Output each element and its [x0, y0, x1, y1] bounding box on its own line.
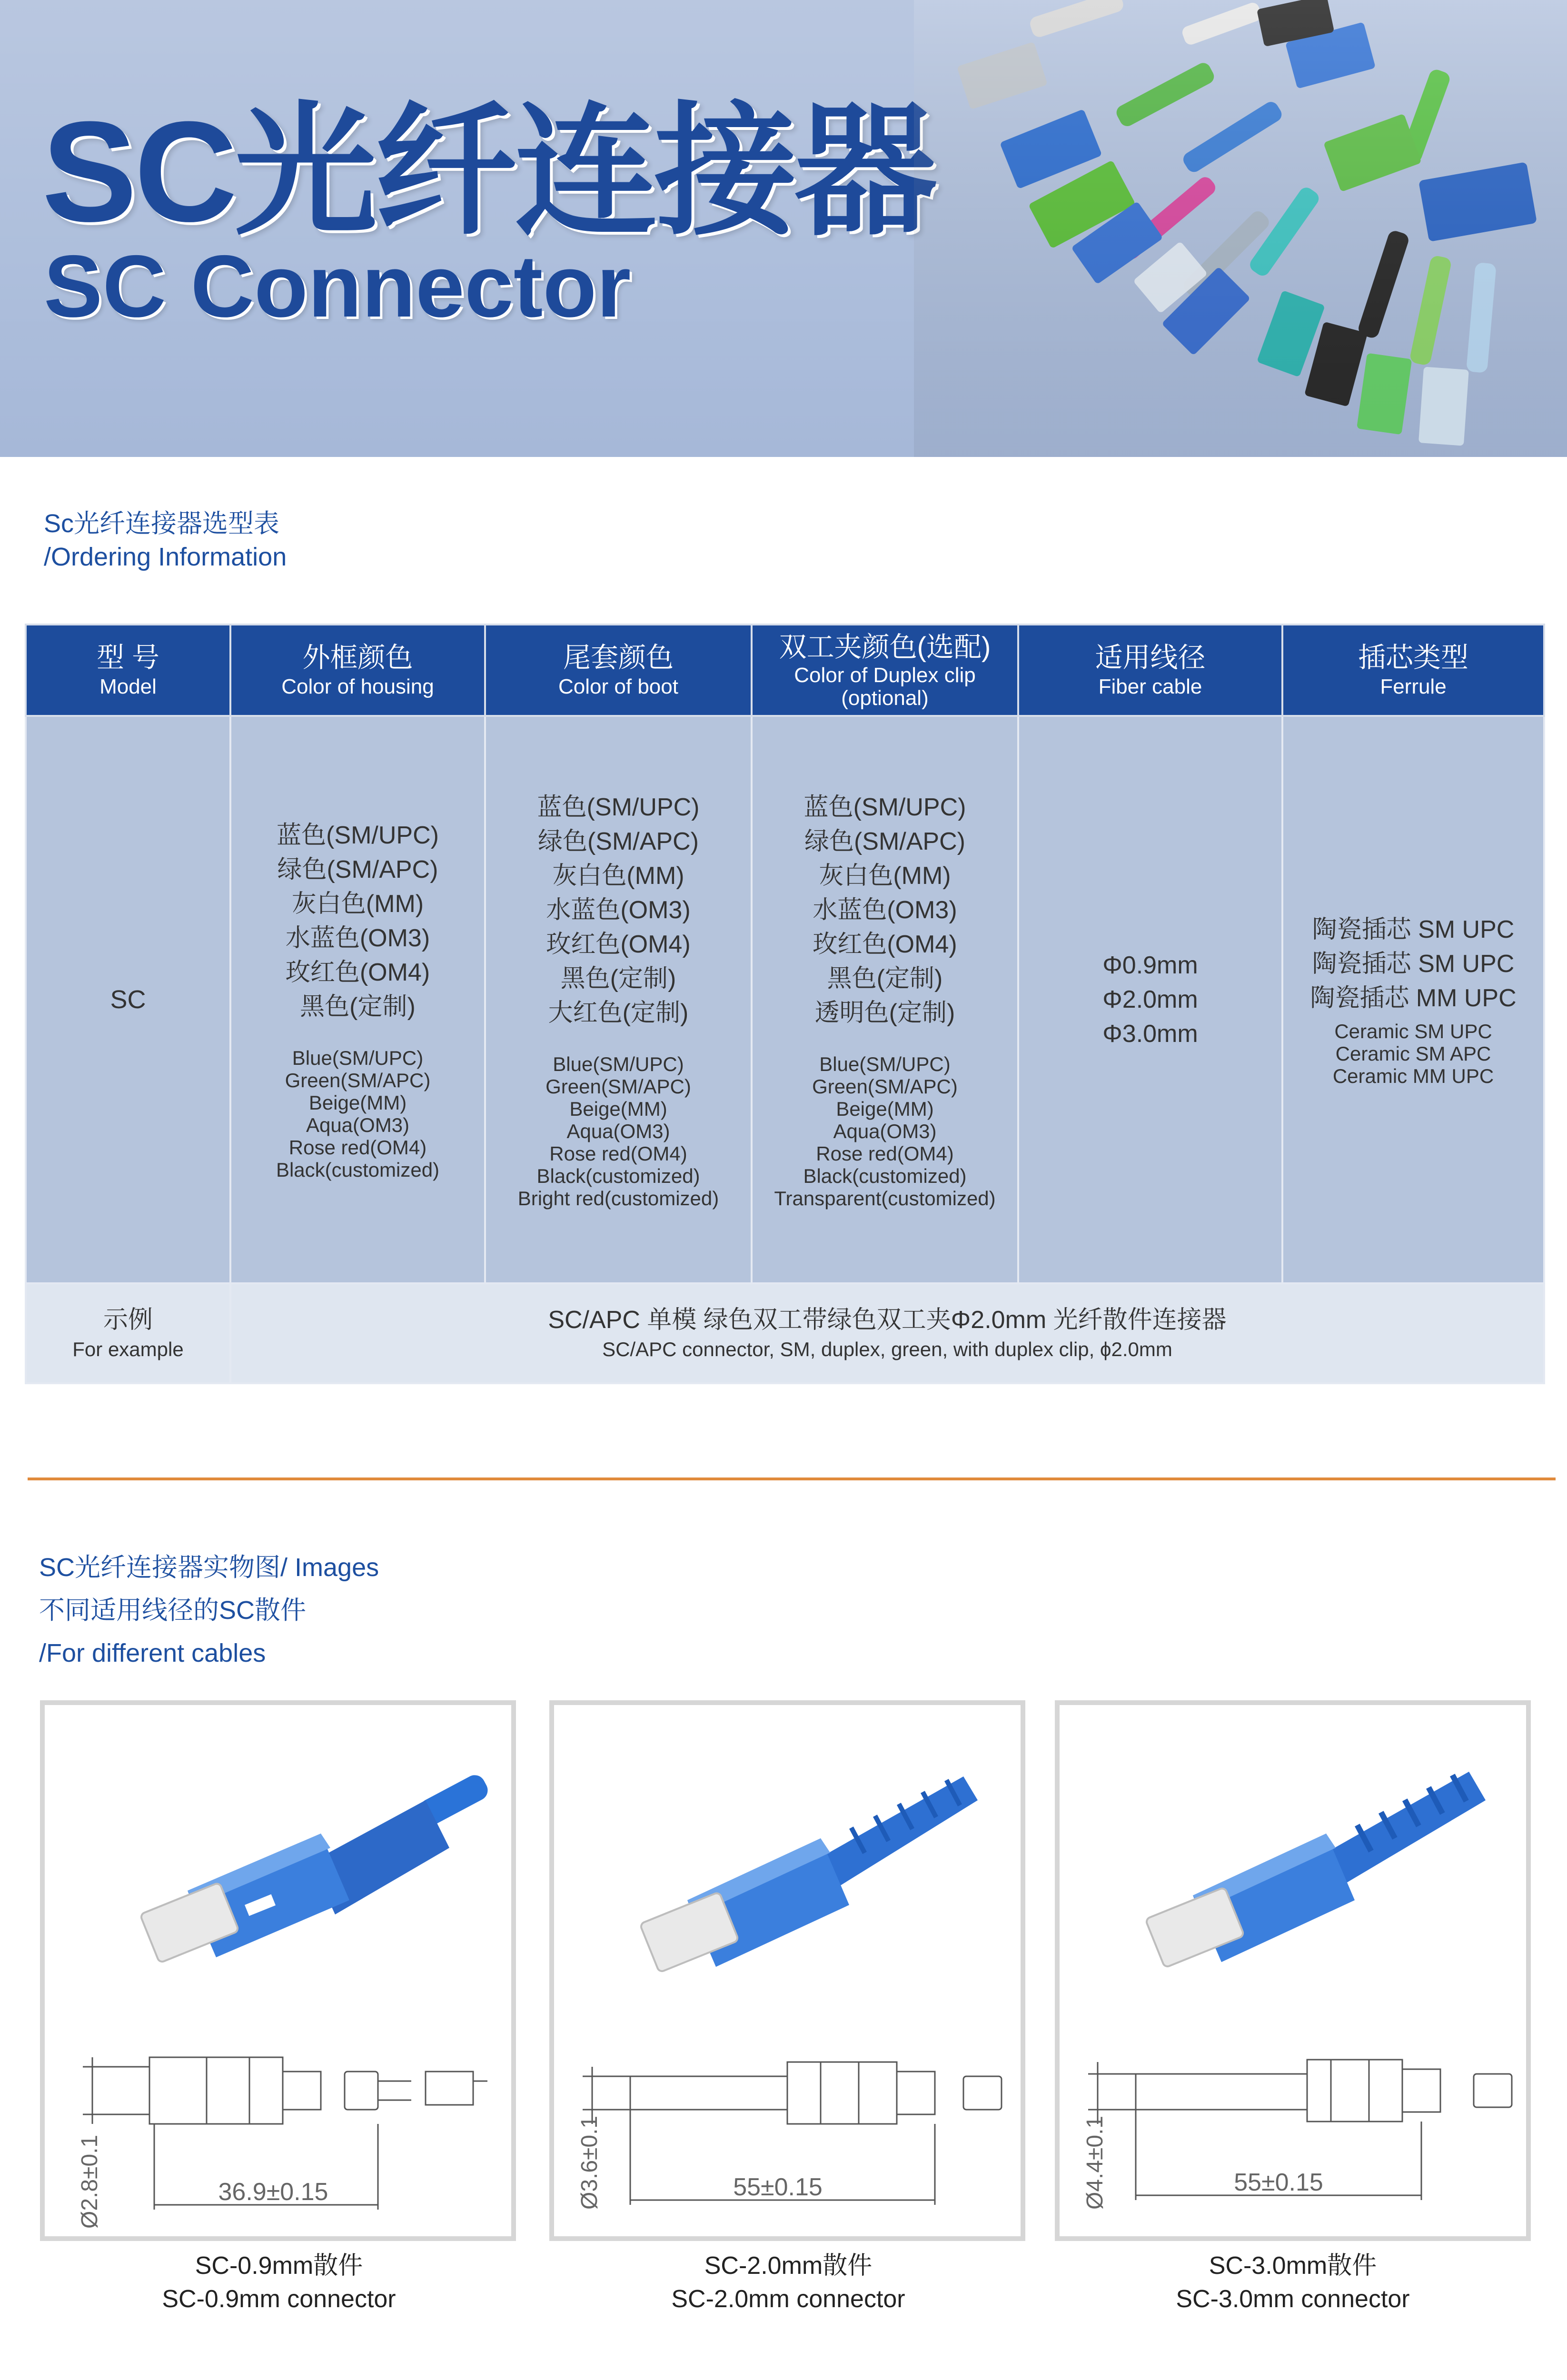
caption-cn: SC-3.0mm散件 [1209, 2252, 1377, 2280]
connector-drawing [1060, 1705, 1526, 2236]
images-heading-line1: SC光纤连接器实物图/ Images [39, 1553, 379, 1582]
model-cell: SC [26, 716, 230, 1283]
svg-text:36.9±0.15: 36.9±0.15 [218, 2178, 328, 2206]
product-image-sc-3.0mm [1055, 1700, 1531, 2241]
product-image-sc-0.9mm [40, 1700, 516, 2241]
svg-text:Ø3.6±0.1: Ø3.6±0.1 [577, 2115, 602, 2210]
section-divider [28, 1478, 1556, 1480]
duplex-clip-cell: 蓝色(SM/UPC) 绿色(SM/APC) 灰白色(MM) 水蓝色(OM3) 玫红色(OM4) 黑色(定制) 透明色(定制) Blue(SM/UPC) Green(SM/APC) Beige(MM) Aqua(OM3) Rose red(OM4) Black(customized) Transparent(customized) [752, 716, 1018, 1283]
connector-collage-image [914, 0, 1567, 457]
hero-title-cn: SC光纤连接器 [42, 91, 934, 251]
example-text-cell: SC/APC 单模 绿色双工带绿色双工夹Φ2.0mm 光纤散件连接器 SC/APC connector, SM, duplex, green, with duplex clip, ϕ2.0mm [230, 1283, 1544, 1383]
boot-cell: 蓝色(SM/UPC) 绿色(SM/APC) 灰白色(MM) 水蓝色(OM3) 玫红色(OM4) 黑色(定制) 大红色(定制) Blue(SM/UPC) Green(SM/APC) Beige(MM) Aqua(OM3) Rose red(OM4) Black(customized) Bright red(customized) [485, 716, 752, 1283]
caption-en: SC-0.9mm connector [162, 2285, 396, 2313]
hero-banner [0, 0, 1567, 457]
images-heading-line3: /For different cables [39, 1639, 266, 1667]
column-header-housing: 外框颜色 Color of housing [230, 625, 485, 716]
product-caption-sc-2.0mm [545, 2249, 1031, 2316]
caption-en: SC-3.0mm connector [1176, 2285, 1410, 2313]
ordering-heading [44, 507, 287, 574]
product-caption-sc-3.0mm [1050, 2249, 1536, 2316]
caption-en: SC-2.0mm connector [671, 2285, 905, 2313]
ordering-heading-cn: Sc光纤连接器选型表 [44, 509, 280, 538]
connector-drawing [45, 1705, 511, 2236]
example-row [26, 1283, 1544, 1383]
column-header-fiber-cable: 适用线径 Fiber cable [1018, 625, 1282, 716]
fiber-cable-cell: Φ0.9mm Φ2.0mm Φ3.0mm [1018, 716, 1282, 1283]
svg-text:Ø2.8±0.1: Ø2.8±0.1 [77, 2134, 102, 2229]
housing-cell: 蓝色(SM/UPC) 绿色(SM/APC) 灰白色(MM) 水蓝色(OM3) 玫红色(OM4) 黑色(定制) Blue(SM/UPC) Green(SM/APC) Beige(MM) Aqua(OM3) Rose red(OM4) Black(customized) [230, 716, 485, 1283]
ordering-heading-en: /Ordering Information [44, 543, 287, 571]
ferrule-cell: 陶瓷插芯 SM UPC 陶瓷插芯 SM UPC 陶瓷插芯 MM UPC Ceramic SM UPC Ceramic SM APC Ceramic MM UPC [1282, 716, 1544, 1283]
svg-text:Ø4.4±0.1: Ø4.4±0.1 [1082, 2115, 1108, 2210]
table-header-row [26, 625, 1544, 716]
table-row [26, 716, 1544, 1283]
product-image-sc-2.0mm [549, 1700, 1025, 2241]
svg-text:55±0.15: 55±0.15 [1234, 2169, 1323, 2196]
column-header-duplex-clip: 双工夹颜色(选配) Color of Duplex clip (optional) [752, 625, 1018, 716]
example-label-cell: 示例 For example [26, 1283, 230, 1383]
product-caption-sc-0.9mm [36, 2249, 522, 2316]
svg-text:55±0.15: 55±0.15 [733, 2173, 823, 2201]
connector-drawing [554, 1705, 1021, 2236]
column-header-boot: 尾套颜色 Color of boot [485, 625, 752, 716]
caption-cn: SC-2.0mm散件 [704, 2252, 873, 2280]
column-header-ferrule: 插芯类型 Ferrule [1282, 625, 1544, 716]
images-heading-line2: 不同适用线径的SC散件 [39, 1596, 307, 1625]
caption-cn: SC-0.9mm散件 [195, 2252, 363, 2280]
hero-title-en: SC Connector [44, 238, 631, 336]
images-heading [39, 1546, 379, 1675]
ordering-table [25, 624, 1545, 1384]
column-header-model: 型 号 Model [26, 625, 230, 716]
